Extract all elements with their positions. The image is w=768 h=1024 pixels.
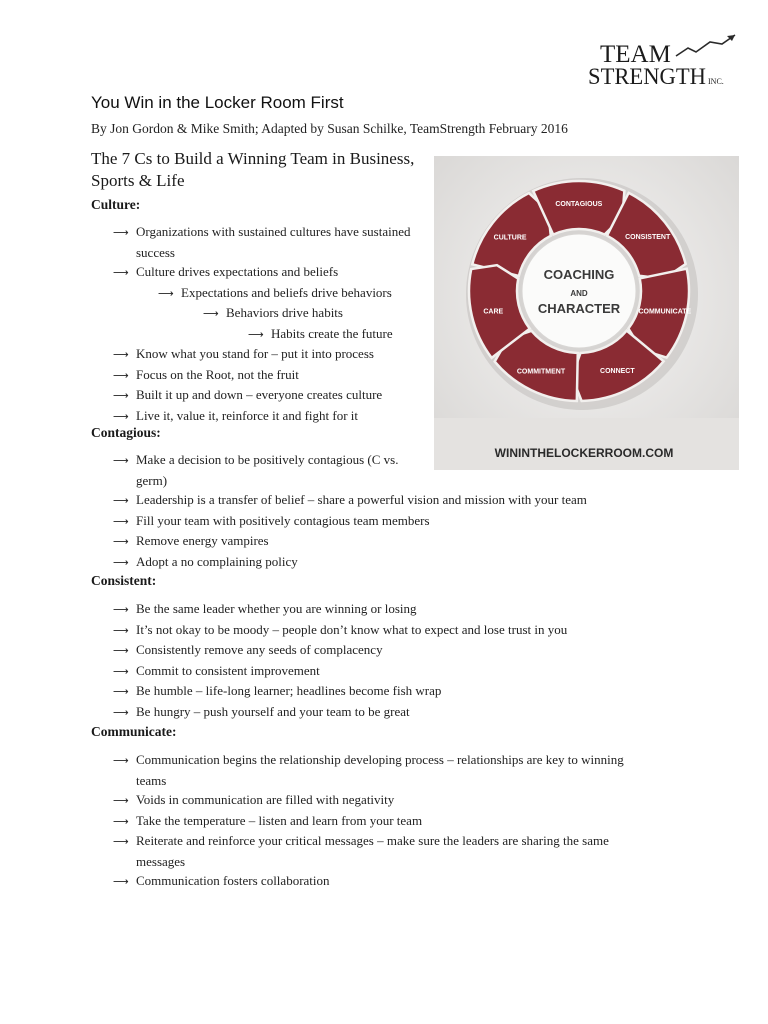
list-item: ⟶ Be humble – life-long learner; headlines become fish wrap [113,681,673,702]
arrow-icon: ⟶ [113,494,129,507]
arrow-icon: ⟶ [113,389,129,402]
wheel-center-text-2: AND [570,289,588,298]
list-item: ⟶ Built it up and down – everyone creates culture [113,385,413,406]
wheel-label-care: CARE [483,308,504,316]
team-strength-logo [588,34,738,90]
culture-list [113,222,413,426]
arrow-icon: ⟶ [113,348,129,361]
list-item: ⟶ Communication fosters collaboration [113,871,638,892]
list-item: ⟶ Consistently remove any seeds of complacency [113,640,673,661]
arrow-icon: ⟶ [248,327,264,341]
arrow-icon: ⟶ [113,603,129,616]
arrow-icon: ⟶ [113,266,129,279]
wheel-label-contagious: CONTAGIOUS [555,201,603,208]
communicate-heading: Communicate: [91,724,177,739]
byline: By Jon Gordon & Mike Smith; Adapted by Susan Schilke, TeamStrength February 2016 [91,121,568,136]
list-item: ⟶ Be hungry – push yourself and your team to be great [113,702,673,723]
arrow-icon: ⟶ [113,644,129,657]
list-item: ⟶ Fill your team with positively contagious team members [113,511,673,532]
arrow-icon: ⟶ [113,623,129,637]
arrow-icon: ⟶ [113,835,129,848]
logo-trend-line [676,35,735,56]
list-item: ⟶ Focus on the Root, not the fruit [113,365,413,386]
document-title: You Win in the Locker Room First [91,93,344,112]
seven-cs-wheel [434,156,739,470]
list-item: ⟶ Make a decision to be positively contagious (C vs. germ) [113,452,399,488]
subtitle: The 7 Cs to Build a Winning Team in Business, Sports & Life [91,149,415,190]
logo-team-text: TEAM [600,41,671,68]
logo-strength-text: STRENGTH [588,64,706,89]
wheel-label-commitment: COMMITMENT [516,368,566,376]
list-item: ⟶ Commit to consistent improvement [113,661,673,682]
arrow-icon: ⟶ [113,226,129,239]
logo-inc-text: INC. [708,77,724,86]
arrow-icon: ⟶ [203,307,219,320]
list-item: ⟶ Expectations and beliefs drive behaviors [158,283,413,304]
wheel-label-culture: CULTURE [493,234,527,242]
wheel-center-text-3: CHARACTER [537,301,621,316]
coaching-character-image [434,156,739,470]
wheel-label-consistent: CONSISTENT [625,234,671,241]
list-item: ⟶ Remove energy vampires [113,531,673,552]
list-item: ⟶ Leadership is a transfer of belief – share a powerful vision and mission with your team [113,490,673,511]
list-item: ⟶ Voids in communication are filled with negativity [113,790,638,811]
arrow-icon: ⟶ [113,754,129,767]
wheel-center-text-1: COACHING [543,267,615,282]
list-item: ⟶ Adopt a no complaining policy [113,552,673,573]
list-item: ⟶ Communication begins the relationship developing process – relationships are key to winning teams [113,752,624,788]
list-item: ⟶ Culture drives expectations and beliefs [113,262,413,283]
arrow-icon: ⟶ [113,875,129,888]
list-item: ⟶ Know what you stand for – put it into process [113,344,413,365]
arrow-icon: ⟶ [113,685,129,698]
arrow-icon: ⟶ [113,814,129,828]
wheel-label-connect: CONNECT [600,368,635,376]
list-item: ⟶ Be the same leader whether you are winning or losing [113,599,673,620]
communicate-list [113,750,638,892]
consistent-list [113,599,673,722]
list-item: ⟶ Reiterate and reinforce your critical messages – make sure the leaders are sharing the same messages [113,833,609,869]
image-url-text: WININTHELOCKERROOM.COM [494,446,674,460]
arrow-icon: ⟶ [113,555,129,569]
culture-heading: Culture: [91,197,141,212]
list-item: ⟶ Habits create the future [248,324,413,345]
list-item: ⟶ Organizations with sustained cultures have sustained success [113,224,411,260]
arrow-icon: ⟶ [113,514,129,528]
arrow-icon: ⟶ [113,535,129,548]
arrow-icon: ⟶ [113,368,129,382]
list-item: ⟶ Take the temperature – listen and learn from your team [113,811,638,832]
arrow-icon: ⟶ [113,454,129,467]
arrow-icon: ⟶ [113,705,129,719]
list-item: ⟶ It’s not okay to be moody – people don’t know what to expect and lose trust in you [113,620,673,641]
consistent-heading: Consistent: [91,573,157,588]
list-item: ⟶ Live it, value it, reinforce it and fight for it [113,406,413,427]
contagious-list [113,450,673,572]
list-item: ⟶ Behaviors drive habits [203,303,413,324]
arrow-icon: ⟶ [113,409,129,423]
arrow-icon: ⟶ [113,794,129,807]
contagious-heading: Contagious: [91,425,161,440]
wheel-label-communicate: COMMUNICATE [638,308,692,316]
arrow-icon: ⟶ [113,664,129,678]
arrow-icon: ⟶ [158,286,174,300]
